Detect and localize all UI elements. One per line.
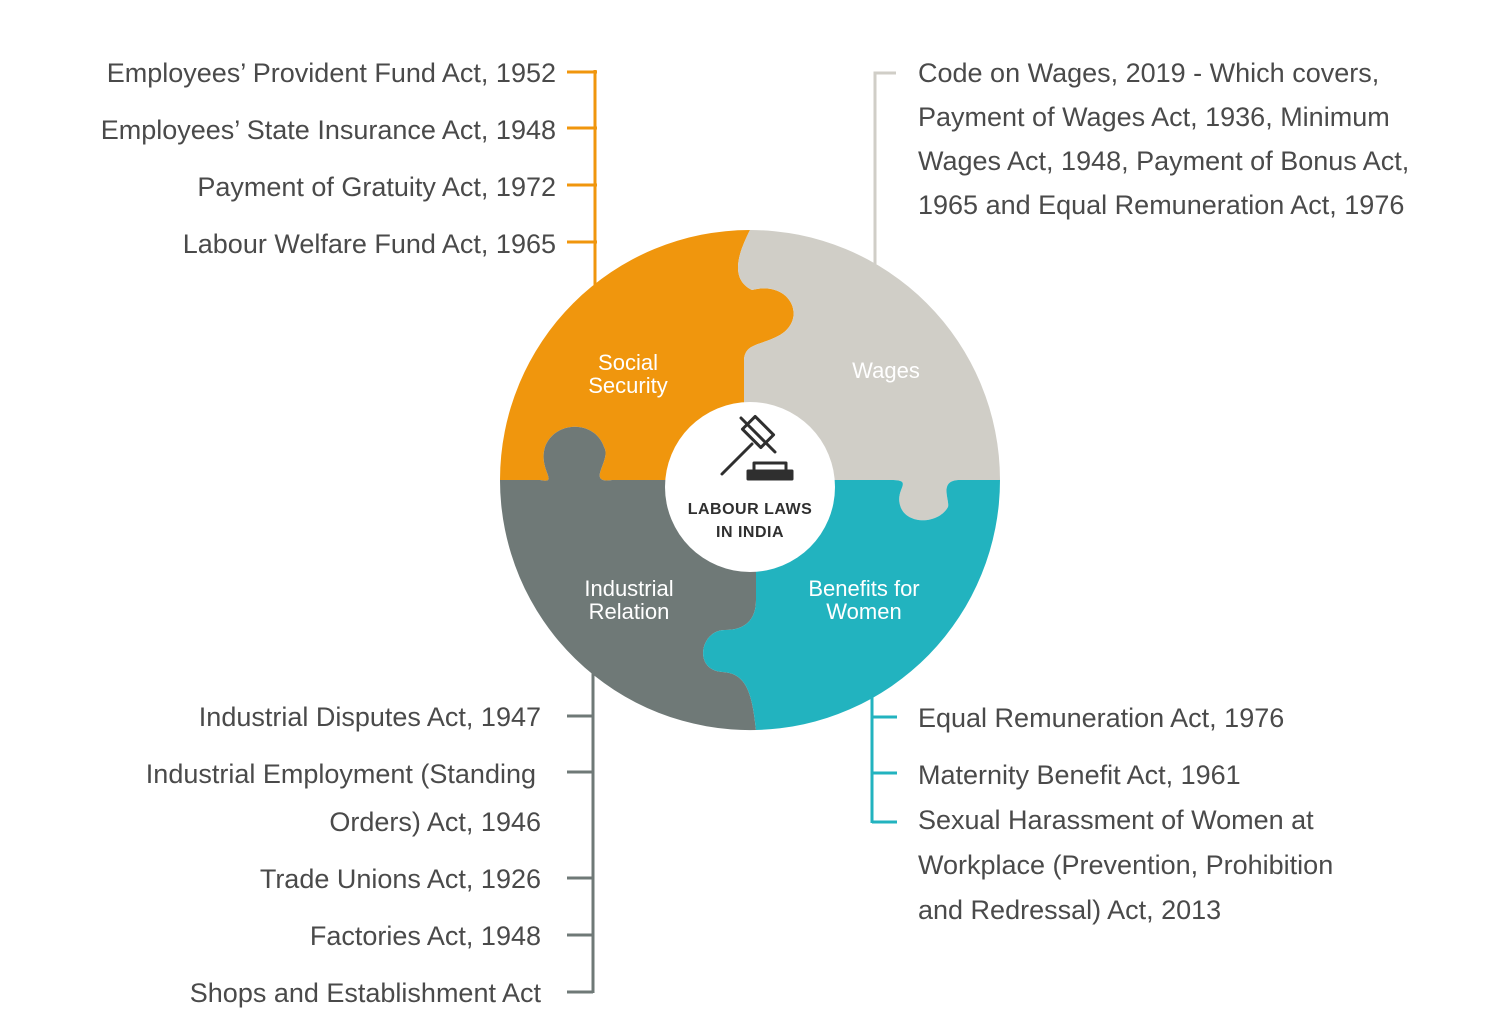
- benefits-for-women-label-line2: Women: [826, 599, 902, 624]
- law-item: Trade Unions Act, 1926: [259, 864, 541, 894]
- law-item: Factories Act, 1948: [309, 921, 541, 951]
- law-item: and Redressal) Act, 2013: [918, 895, 1222, 925]
- center-title-line1: LABOUR LAWS: [687, 501, 813, 518]
- law-item: Shops and Establishment Act: [189, 978, 541, 1008]
- wages-law-line: 1965 and Equal Remuneration Act, 1976: [918, 190, 1405, 220]
- social-security-connector: [567, 70, 597, 285]
- law-item: Industrial Employment (Standing: [145, 759, 536, 789]
- law-item: Sexual Harassment of Women at: [918, 805, 1314, 835]
- women-laws-list: [918, 703, 1333, 925]
- law-item: Workplace (Prevention, Prohibition: [918, 850, 1334, 880]
- center-title-line2: IN INDIA: [716, 524, 784, 541]
- industrial-relation-connector: [567, 670, 593, 993]
- benefits-for-women-connector: [872, 690, 897, 823]
- wages-laws-text: [918, 58, 1409, 220]
- social-security-label-line1: Social: [598, 350, 658, 375]
- law-item: Industrial Disputes Act, 1947: [198, 702, 541, 732]
- wages-connector: [875, 73, 896, 265]
- law-item: Maternity Benefit Act, 1961: [918, 760, 1241, 790]
- law-item: Employees’ State Insurance Act, 1948: [100, 115, 556, 145]
- industrial-relation-label-line2: Relation: [588, 599, 670, 624]
- social-security-laws-list: [101, 58, 556, 259]
- benefits-for-women-label-line1: Benefits for: [808, 576, 920, 601]
- wages-law-line: Wages Act, 1948, Payment of Bonus Act,: [918, 146, 1410, 176]
- law-item: Orders) Act, 1946: [329, 807, 541, 837]
- industrial-relation-label-line1: Industrial: [584, 576, 674, 601]
- law-item: Labour Welfare Fund Act, 1965: [182, 229, 556, 259]
- law-item: Employees’ Provident Fund Act, 1952: [106, 58, 556, 88]
- wages-label: Wages: [852, 358, 920, 383]
- wages-law-line: Payment of Wages Act, 1936, Minimum: [918, 102, 1390, 132]
- law-item: Payment of Gratuity Act, 1972: [197, 172, 556, 202]
- social-security-label-line2: Security: [588, 373, 668, 398]
- law-item: Equal Remuneration Act, 1976: [918, 703, 1285, 733]
- wages-law-line: Code on Wages, 2019 - Which covers,: [918, 58, 1380, 88]
- industrial-relation-laws-list: [146, 702, 542, 1008]
